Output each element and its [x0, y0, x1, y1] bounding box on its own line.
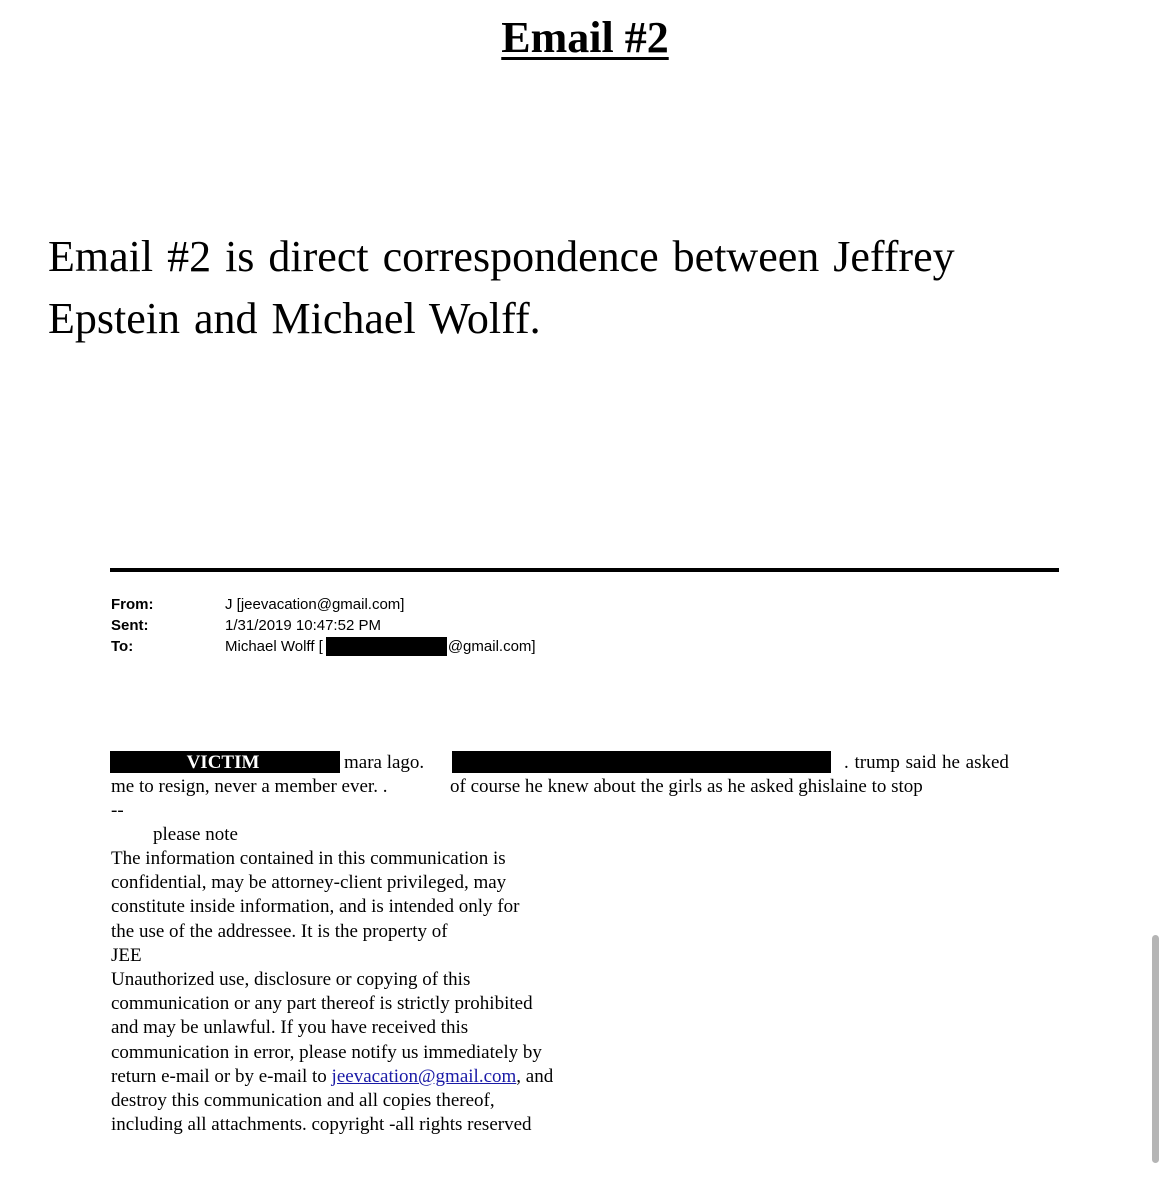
disclaimer-line: confidential, may be attorney-client privileged, may	[111, 872, 507, 894]
return-suffix: , and	[516, 1065, 554, 1087]
disclaimer-line: including all attachments. copyright -all rights reserved	[111, 1114, 532, 1136]
sent-label: Sent:	[111, 617, 149, 634]
to-suffix: @gmail.com]	[447, 638, 536, 655]
disclaimer-line: communication or any part thereof is strictly prohibited	[111, 993, 533, 1015]
disclaimer-line: JEE	[111, 944, 142, 966]
body-text-trump: . trump said he asked	[844, 752, 1009, 773]
intro-paragraph	[48, 226, 1128, 350]
to-label: To:	[111, 638, 134, 655]
disclaimer-line: The information contained in this communication is	[111, 848, 506, 869]
page-heading: Email #2	[501, 13, 669, 62]
signature-dash: --	[111, 800, 124, 821]
from-value: J [jeevacation@gmail.com]	[225, 596, 405, 613]
body-text-girls: of course he knew about the girls as he asked ghislaine to stop	[450, 776, 923, 797]
disclaimer-line: the use of the addressee. It is the property of	[111, 920, 448, 942]
scrollbar-thumb[interactable]	[1152, 935, 1159, 1163]
victim-redaction	[110, 751, 340, 773]
disclaimer-line: and may be unlawful. If you have received this	[111, 1017, 469, 1039]
to-value	[225, 636, 536, 657]
sent-value: 1/31/2019 10:47:52 PM	[225, 617, 381, 634]
to-prefix: Michael Wolff [	[225, 638, 323, 655]
body-text-mara: mara lago.	[344, 752, 425, 773]
disclaimer-line: Unauthorized use, disclosure or copying of this	[111, 969, 471, 991]
intro-line-2: Epstein and Michael Wolff.	[48, 294, 541, 343]
disclaimer-line-return	[111, 1065, 553, 1089]
return-prefix: return e-mail or by e-mail to	[111, 1065, 332, 1087]
body-text-resign: me to resign, never a member ever. .	[111, 776, 388, 797]
intro-line-1: Email #2 is direct correspondence between Jeffrey	[48, 232, 955, 281]
from-label: From:	[111, 596, 154, 613]
disclaimer-line: communication in error, please notify us immediately by	[111, 1041, 542, 1063]
disclaimer-line: constitute inside information, and is intended only for	[111, 896, 520, 918]
email-link[interactable]: jeevacation@gmail.com	[331, 1065, 517, 1087]
confidentiality-disclaimer	[111, 847, 553, 1137]
disclaimer-line: destroy this communication and all copies thereof,	[111, 1090, 495, 1112]
victim-label: VICTIM	[186, 752, 260, 773]
redaction-bar	[326, 637, 447, 656]
redaction-bar-long	[452, 751, 831, 773]
email-divider	[110, 568, 1059, 572]
please-note: please note	[153, 824, 238, 845]
